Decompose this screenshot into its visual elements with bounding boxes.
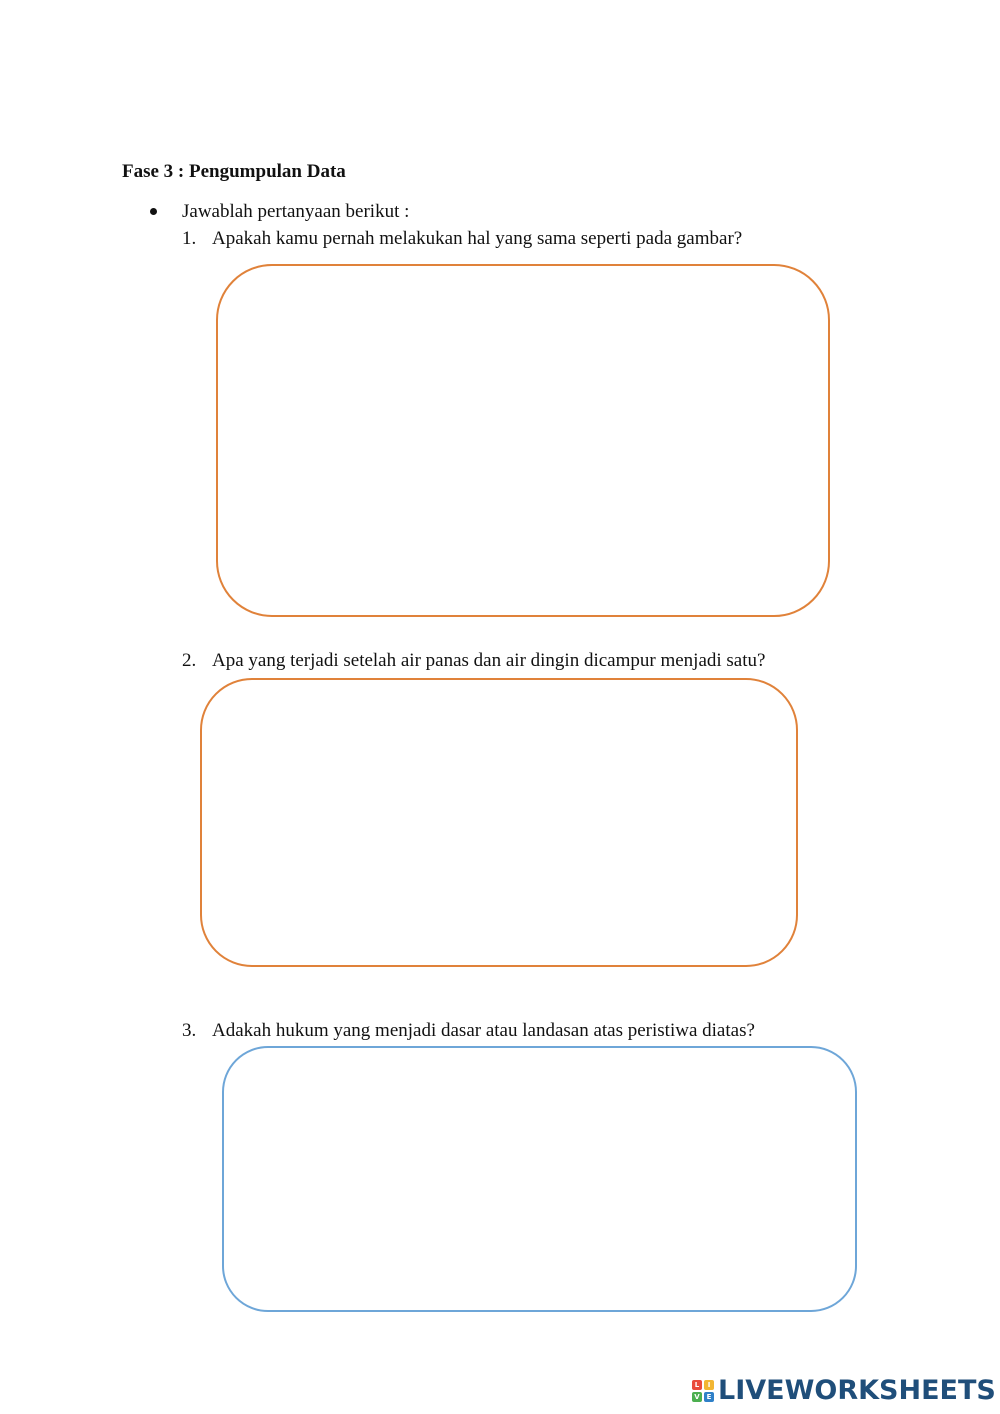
liveworksheets-logo[interactable] bbox=[692, 1374, 996, 1408]
question-1-text: Apakah kamu pernah melakukan hal yang sama seperti pada gambar? bbox=[212, 228, 743, 249]
answer-box-2[interactable] bbox=[200, 678, 798, 967]
question-3-text: Adakah hukum yang menjadi dasar atau landasan atas peristiwa diatas? bbox=[212, 1020, 755, 1041]
question-2-text: Apa yang terjadi setelah air panas dan air dingin dicampur menjadi satu? bbox=[212, 650, 766, 671]
logo-text: LIVEWORKSHEETS bbox=[718, 1375, 996, 1406]
question-1-number: 1. bbox=[182, 228, 197, 249]
section-heading: Fase 3 : Pengumpulan Data bbox=[122, 161, 346, 182]
logo-mark-cell: V bbox=[692, 1392, 702, 1402]
instruction-text: Jawablah pertanyaan berikut : bbox=[182, 201, 410, 222]
question-2-number: 2. bbox=[182, 650, 197, 671]
logo-mark-cell: I bbox=[704, 1380, 714, 1390]
answer-box-3[interactable] bbox=[222, 1046, 857, 1312]
logo-mark-cell: L bbox=[692, 1380, 702, 1390]
logo-mark-cell: E bbox=[704, 1392, 714, 1402]
logo-mark-icon bbox=[692, 1380, 714, 1402]
bullet-icon bbox=[150, 208, 157, 215]
answer-box-1[interactable] bbox=[216, 264, 830, 617]
question-3-number: 3. bbox=[182, 1020, 197, 1041]
